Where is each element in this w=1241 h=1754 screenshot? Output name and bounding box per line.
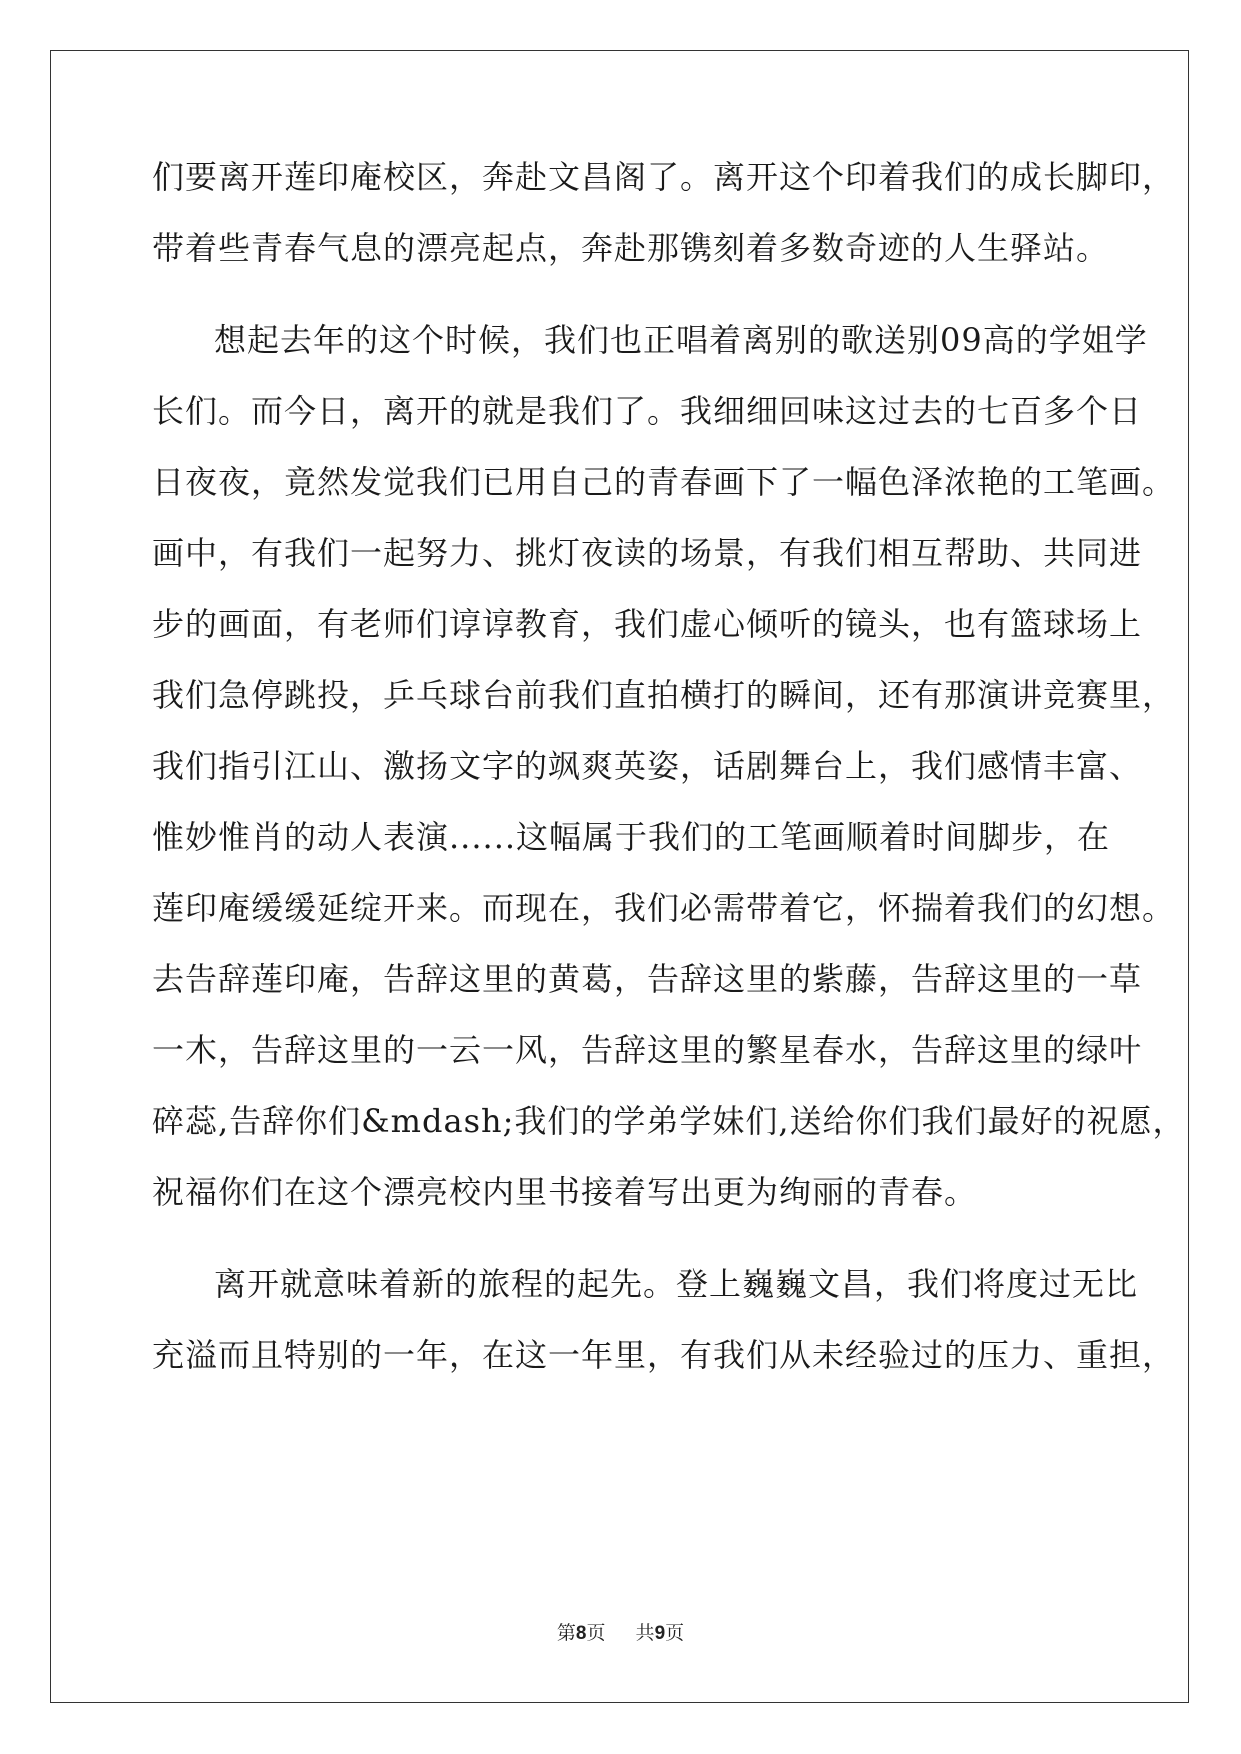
text-line: 步的画面，有老师们谆谆教育，我们虚心倾听的镜头，也有篮球场上 — [152, 605, 1143, 643]
text-line: 去告辞莲印庵，告辞这里的黄葛，告辞这里的紫藤，告辞这里的一草 — [152, 960, 1143, 998]
text-line: 日夜夜，竟然发觉我们已用自己的青春画下了一幅色泽浓艳的工笔画。 — [152, 463, 1176, 501]
current-page-number: 8 — [575, 1623, 587, 1644]
text-line: 画中，有我们一起努力、挑灯夜读的场景，有我们相互帮助、共同进 — [152, 534, 1143, 572]
text-line: 长们。而今日，离开的就是我们了。我细细回味这过去的七百多个日 — [152, 392, 1143, 430]
text-line: 我们急停跳投，乒乓球台前我们直拍横打的瞬间，还有那演讲竞赛里， — [152, 676, 1176, 714]
page-footer — [0, 1621, 1241, 1646]
text-line: 碎蕊,告辞你们&mdash;我们的学弟学妹们,送给你们我们最好的祝愿， — [152, 1102, 1186, 1140]
text-line: 充溢而且特别的一年，在这一年里，有我们从未经验过的压力、重担， — [152, 1336, 1176, 1374]
page-number-label: 第8页 — [556, 1622, 606, 1644]
total-page-number: 9 — [654, 1623, 666, 1644]
text-line: 莲印庵缓缓延绽开来。而现在，我们必需带着它，怀揣着我们的幻想。 — [152, 889, 1176, 927]
text-line: 惟妙惟肖的动人表演......这幅属于我们的工笔画顺着时间脚步，在 — [152, 818, 1111, 856]
text-line: 一木，告辞这里的一云一风，告辞这里的繁星春水，告辞这里的绿叶 — [152, 1031, 1143, 1069]
text-line: 我们指引江山、激扬文字的飒爽英姿，话剧舞台上，我们感情丰富、 — [152, 747, 1143, 785]
text-line: 们要离开莲印庵校区，奔赴文昌阁了。离开这个印着我们的成长脚印， — [152, 158, 1176, 196]
text-line: 祝福你们在这个漂亮校内里书接着写出更为绚丽的青春。 — [152, 1173, 978, 1211]
page-frame — [50, 50, 1189, 1703]
paragraph-first-line: 想起去年的这个时候，我们也正唱着离别的歌送别09高的学姐学 — [214, 321, 1148, 359]
text-line: 带着些青春气息的漂亮起点，奔赴那镌刻着多数奇迹的人生驿站。 — [152, 229, 1110, 267]
paragraph-first-line: 离开就意味着新的旅程的起先。登上巍巍文昌，我们将度过无比 — [214, 1265, 1139, 1303]
total-pages-label: 共9页 — [635, 1622, 685, 1644]
